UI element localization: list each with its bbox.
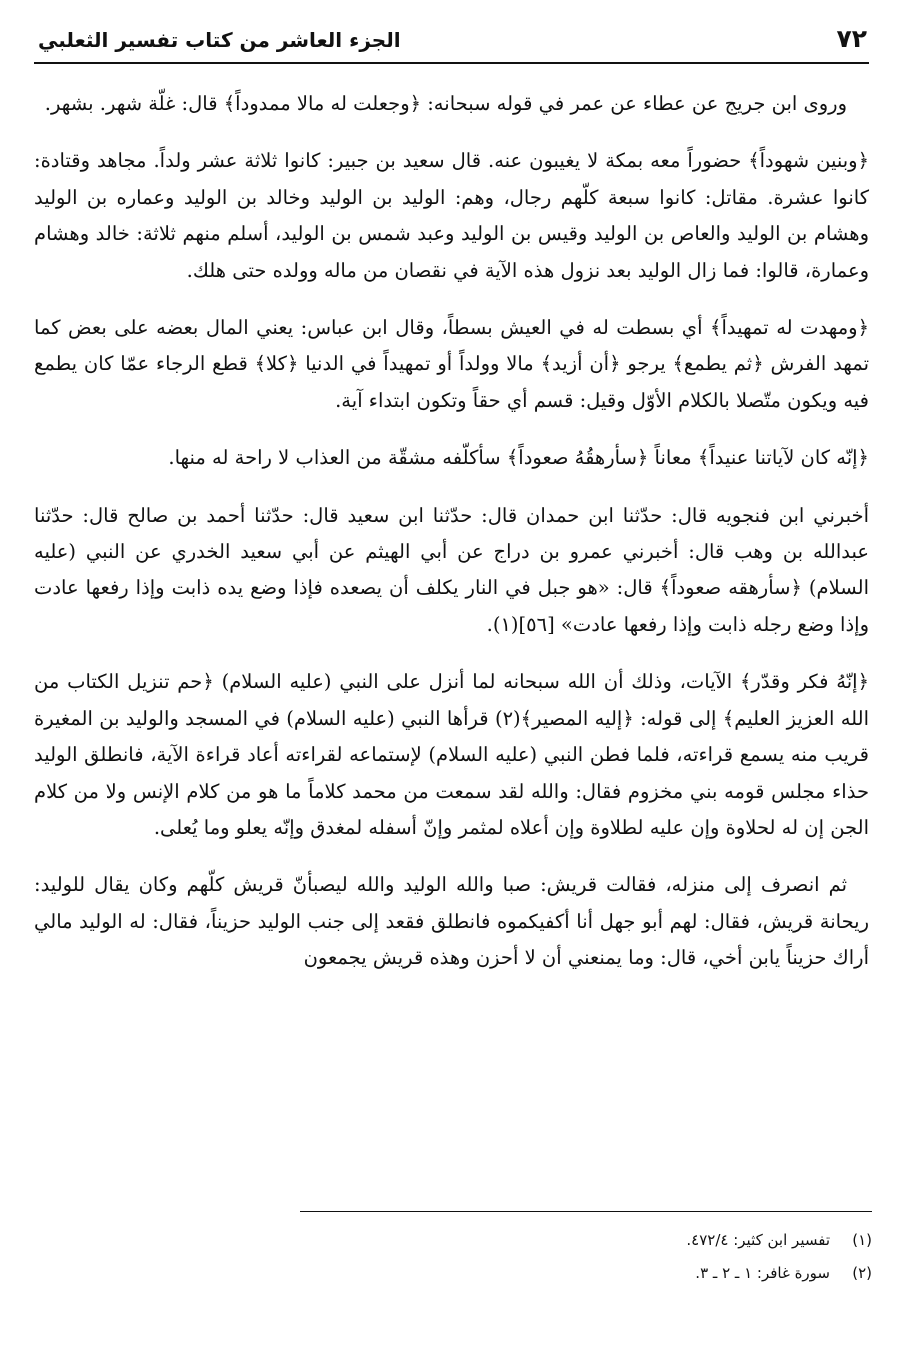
paragraph: وروى ابن جريج عن عطاء عن عمر في قوله سبحانه: ﴿وجعلت له مالا ممدوداً﴾ قال: غلّة شهر. بشهر. xyxy=(44,92,847,115)
footnote-text: سورة غافر: ١ ـ ٢ ـ ٣. xyxy=(695,1264,830,1282)
footnotes xyxy=(37,1224,872,1290)
footnote-number: (٢) xyxy=(852,1264,872,1282)
footnote-text: تفسير ابن كثير: ٤٧٢/٤. xyxy=(686,1231,830,1249)
paragraph: ﴿إنّهُ فكر وقدّر﴾ الآيات، وذلك أن الله سبحانه لما أنزل على النبي (عليه السلام) ﴿حم تنزيل الكتاب من الله العزيز العليم﴾ إلى قوله: ﴿إليه المصير﴾(٢) قرأها النبي (عليه السلام) في المسجد والوليد بن المغيرة قريب منه يسمع قراءته، فلما فطن النبي (عليه السلام) لإستماعه لقراءته أعاد قراءة الآية، فانطلق الوليد حذاء مجلس قومه بني مخزوم فقال: والله لقد سمعت من محمد كلاماً ما هو من كلام الإنس ولا من كلام الجن إن له لحلاوة وإن عليه لطلاوة وإن أعلاه لمثمر وإنّ أسفله لمغدق وإنّه يعلو وما يُعلى. xyxy=(34,670,870,839)
running-title: الجزء العاشر من كتاب تفسير الثعلبي xyxy=(38,28,401,52)
paragraph: ﴿ومهدت له تمهيداً﴾ أي بسطت له في العيش بسطاً، وقال ابن عباس: يعني المال بعضه على بعض كما تمهد الفرش ﴿ثم يطمع﴾ يرجو ﴿أن أزيد﴾ مالا وولداً أو تمهيداً في الدنيا ﴿كلا﴾ قطع الرجاء عمّا كان يطمع فيه ويكون متّصلا بالكلام الأوّل وقيل: قسم أي حقاً وتكون ابتداء آية. xyxy=(34,316,869,412)
page-header xyxy=(34,24,869,64)
footnote-separator xyxy=(300,1211,872,1212)
paragraph: أخبرني ابن فنجويه قال: حدّثنا ابن حمدان قال: حدّثنا ابن سعيد قال: حدّثنا أحمد بن صالح قال: حدّثنا عبدالله بن وهب قال: أخبرني عمرو بن دراج عن أبي الهيثم عن أبي سعيد الخدري عن النبي (عليه السلام) ﴿سأرهقه صعوداً﴾ قال: «هو جبل في النار يكلف أن يصعده فإذا وضع يده ذابت وإذا رفعها عادت وإذا وضع رجله ذابت وإذا رفعها عادت» [٥٦](١). xyxy=(34,503,869,636)
footnote xyxy=(37,1257,872,1290)
paragraph: ثم انصرف إلى منزله، فقالت قريش: صبا والله الوليد والله ليصبأنّ قريش كلّهم وكان يقال للوليد: ريحانة قريش، فقال: لهم أبو جهل أنا أكفيكموه فانطلق فقعد إلى جنب الوليد حزيناً، فقال: له الوليد مالي أراك حزيناً يابن أخي، قال: وما يمنعني أن لا أحزن وهذه قريش يجمعون xyxy=(34,873,869,970)
page xyxy=(34,24,869,998)
paragraph: ﴿إنّه كان لآياتنا عنيداً﴾ معاناً ﴿سأرهقُهُ صعوداً﴾ سأكلّفه مشقّة من العذاب لا راحة له منها. xyxy=(168,446,869,470)
footnote xyxy=(37,1224,872,1257)
body-text xyxy=(34,86,869,977)
footnote-number: (١) xyxy=(852,1231,872,1249)
paragraph: ﴿وبنين شهوداً﴾ حضوراً معه بمكة لا يغيبون عنه. قال سعيد بن جبير: كانوا ثلاثة عشر ولداً. مجاهد وقتادة: كانوا عشرة. مقاتل: كانوا سبعة كلّهم رجال، وهم: الوليد بن الوليد وخالد بن الوليد وعماره بن الوليد وهشام بن الوليد والعاص بن الوليد وقيس بن الوليد وعبد شمس بن الوليد، أسلم منهم ثلاثة: خالد وهشام وعمارة، قالوا: فما زال الوليد بعد نزول هذه الآية في نقصان من ماله وولده حتى هلك. xyxy=(34,149,869,282)
page-number: ٧٢ xyxy=(836,24,867,53)
